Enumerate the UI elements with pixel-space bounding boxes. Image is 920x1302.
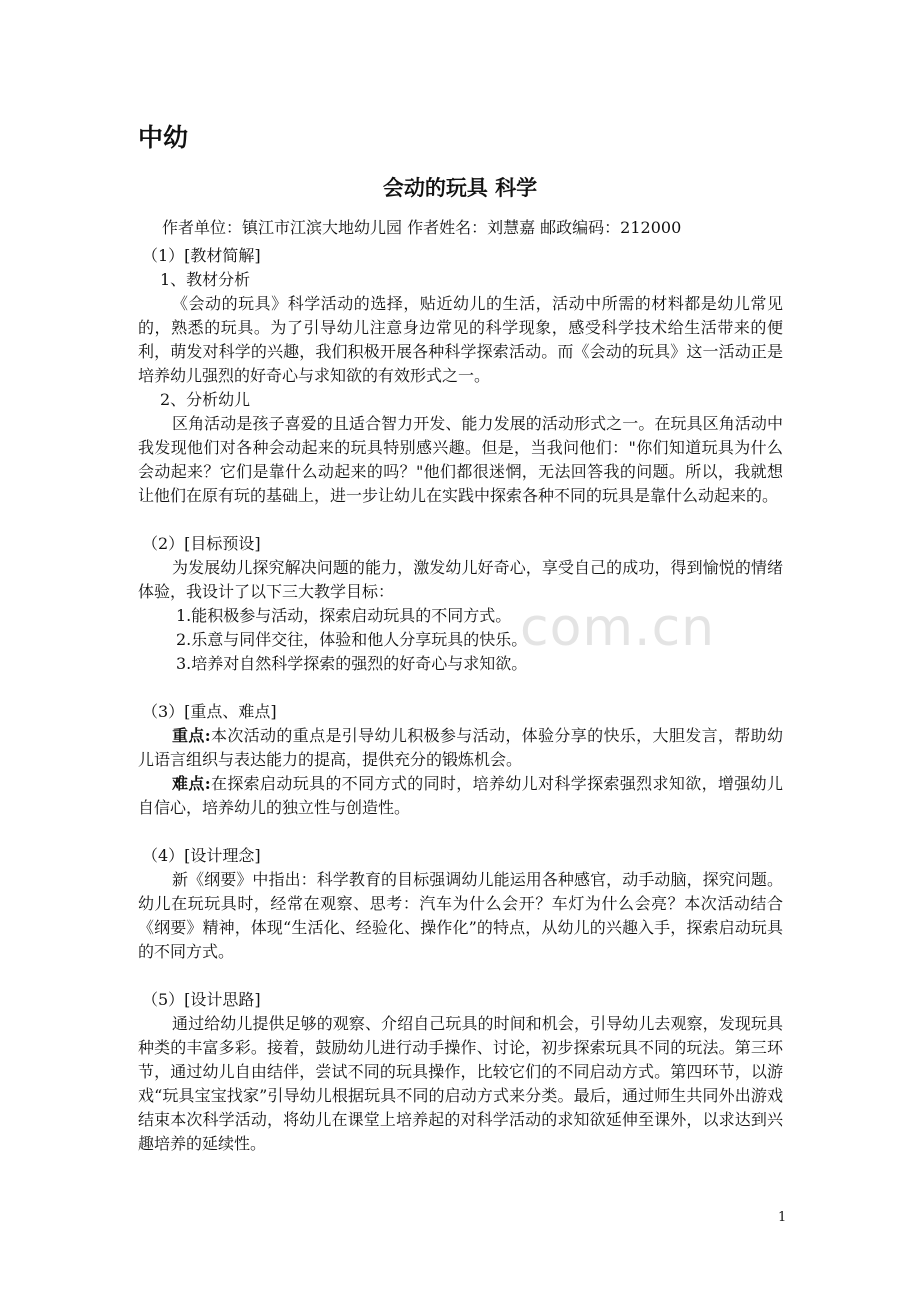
goal-item: 1.能积极参与活动，探索启动玩具的不同方式。 [176, 606, 512, 625]
document-body [138, 244, 783, 1156]
paragraph-goals-intro: 为发展幼儿探究解决问题的能力，激发幼儿好奇心，享受自己的成功，得到愉悦的情绪体验，我设计了以下三大教学目标： [138, 558, 783, 601]
goal-item: 2.乐意与同伴交往，体验和他人分享玩具的快乐。 [176, 630, 528, 649]
difficulty-text: 在探索启动玩具的不同方式的同时，培养幼儿对科学探索强烈求知欲，增强幼儿自信心，培养幼儿的独立性与创造性。 [138, 774, 783, 817]
subheading-child-analysis: 2、分析幼儿 [160, 390, 251, 409]
author-line: 作者单位：镇江市江滨大地幼儿园 作者姓名：刘慧嘉 邮政编码：212000 [162, 218, 682, 237]
paragraph-child-analysis: 区角活动是孩子喜爱的且适合智力开发、能力发展的活动形式之一。在玩具区角活动中我发现他们对各种会动起来的玩具特别感兴趣。但是，当我问他们："你们知道玩具为什么会动起来？它们是靠什么动起来的吗？"他们都很迷惘，无法回答我的问题。所以，我就想让他们在原有玩的基础上，进一步让幼儿在实践中探索各种不同的玩具是靠什么动起来的。 [138, 414, 783, 505]
watermark-text: com.cn [520, 598, 716, 658]
section-5-heading: （5）[设计思路] [142, 990, 261, 1009]
section-2-heading: （2）[目标预设] [142, 534, 261, 553]
section-1-heading: （1）[教材简解] [142, 246, 261, 265]
paragraph-material-analysis: 《会动的玩具》科学活动的选择，贴近幼儿的生活，活动中所需的材料都是幼儿常见的，熟悉的玩具。为了引导幼儿注意身边常见的科学现象，感受科学技术给生活带来的便利，萌发对科学的兴趣，我们积极开展各种科学探索活动。而《会动的玩具》这一活动正是培养幼儿强烈的好奇心与求知欲的有效形式之一。 [138, 294, 783, 385]
section-3-heading: （3）[重点、难点] [142, 702, 277, 721]
document-title: 会动的玩具 科学 [382, 176, 538, 200]
difficulty-label: 难点: [172, 774, 211, 793]
paragraph-design-concept: 新《纲要》中指出：科学教育的目标强调幼儿能运用各种感官，动手动脑，探究问题。幼儿在玩玩具时，经常在观察、思考：汽车为什么会开？车灯为什么会亮？本次活动结合《纲要》精神，体现“生活化、经验化、操作化”的特点，从幼儿的兴趣入手，探索启动玩具的不同方式。 [138, 870, 783, 961]
section-4-heading: （4）[设计理念] [142, 846, 261, 865]
page-number: 1 [778, 1210, 787, 1225]
subheading-material-analysis: 1、教材分析 [160, 270, 251, 289]
grade-label: 中幼 [138, 123, 189, 152]
key-point-label: 重点: [172, 726, 211, 745]
paragraph-difficulty [138, 772, 783, 820]
paragraph-key-point [138, 724, 783, 772]
key-point-text: 本次活动的重点是引导幼儿积极参与活动，体验分享的快乐，大胆发言，帮助幼儿语言组织与表达能力的提高，提供充分的锻炼机会。 [138, 726, 783, 769]
paragraph-design-approach: 通过给幼儿提供足够的观察、介绍自己玩具的时间和机会，引导幼儿去观察，发现玩具种类的丰富多彩。接着，鼓励幼儿进行动手操作、讨论，初步探索玩具不同的玩法。第三环节，通过幼儿自由结伴，尝试不同的玩具操作，比较它们的不同启动方式。第四环节，以游戏“玩具宝宝找家”引导幼儿根据玩具不同的启动方式来分类。最后，通过师生共同外出游戏结束本次科学活动，将幼儿在课堂上培养起的对科学活动的求知欲延伸至课外，以求达到兴趣培养的延续性。 [138, 1014, 783, 1153]
goal-item: 3.培养对自然科学探索的强烈的好奇心与求知欲。 [176, 654, 528, 673]
